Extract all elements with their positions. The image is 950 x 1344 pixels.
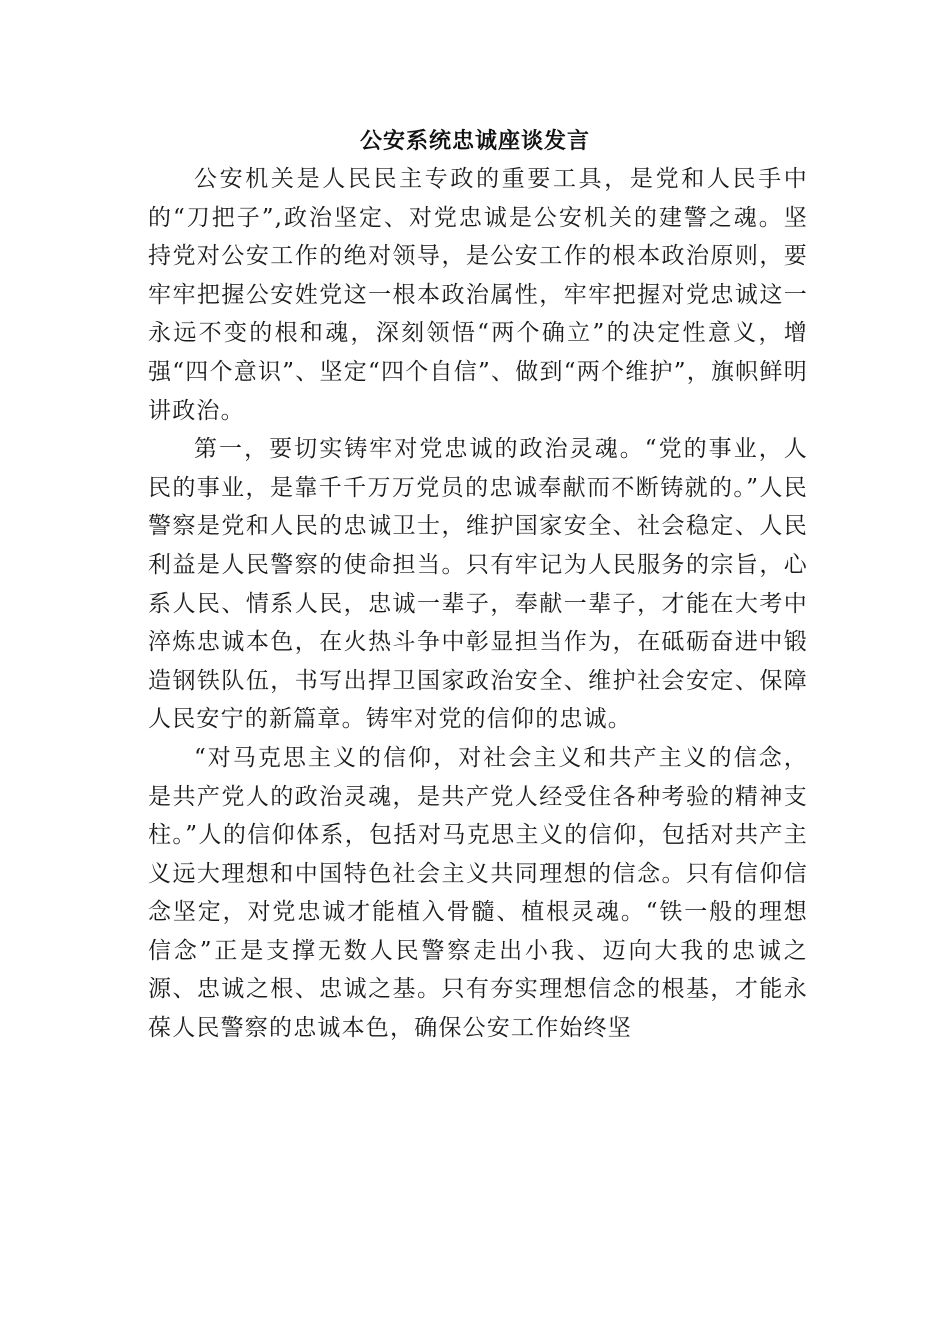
document-title: 公安系统忠诚座谈发言 bbox=[359, 128, 590, 154]
paragraph: 公安机关是人民民主专政的重要工具，是党和人民手中的“刀把子”,政治坚定、对党忠诚是公安机关的建警之魂。坚持党对公安工作的绝对领导，是公安工作的根本政治原则，要牢牢把握公安姓党这一根本政治属性，牢牢把握对党忠诚这一永远不变的根和魂，深刻领悟“两个确立”的决定性意义，增强“四个意识”、坚定“四个自信”、做到“两个维护”，旗帜鲜明讲政治。 bbox=[148, 166, 808, 424]
paragraph: “对马克思主义的信仰，对社会主义和共产主义的信念，是共产党人的政治灵魂，是共产党人经受住各种考验的精神支柱。”人的信仰体系，包括对马克思主义的信仰，包括对共产主义远大理想和中国特色社会主义共同理想的信念。只有信仰信念坚定，对党忠诚才能植入骨髓、植根灵魂。“铁一般的理想信念”正是支撑无数人民警察走出小我、迈向大我的忠诚之源、忠诚之根、忠诚之基。只有夯实理想信念的根基，才能永葆人民警察的忠诚本色，确保公安工作始终坚 bbox=[148, 744, 808, 1042]
paragraph: 第一，要切实铸牢对党忠诚的政治灵魂。“党的事业，人民的事业，是靠千千万万党员的忠诚奉献而不断铸就的。”人民警察是党和人民的忠诚卫士，维护国家安全、社会稳定、人民利益是人民警察的使命担当。只有牢记为人民服务的宗旨，心系人民、情系人民，忠诚一辈子，奉献一辈子，才能在大考中淬炼忠诚本色，在火热斗争中彰显担当作为，在砥砺奋进中锻造钢铁队伍，书写出捍卫国家政治安全、维护社会安定、保障人民安宁的新篇章。铸牢对党的信仰的忠诚。 bbox=[148, 436, 808, 733]
document-body bbox=[148, 160, 808, 1048]
